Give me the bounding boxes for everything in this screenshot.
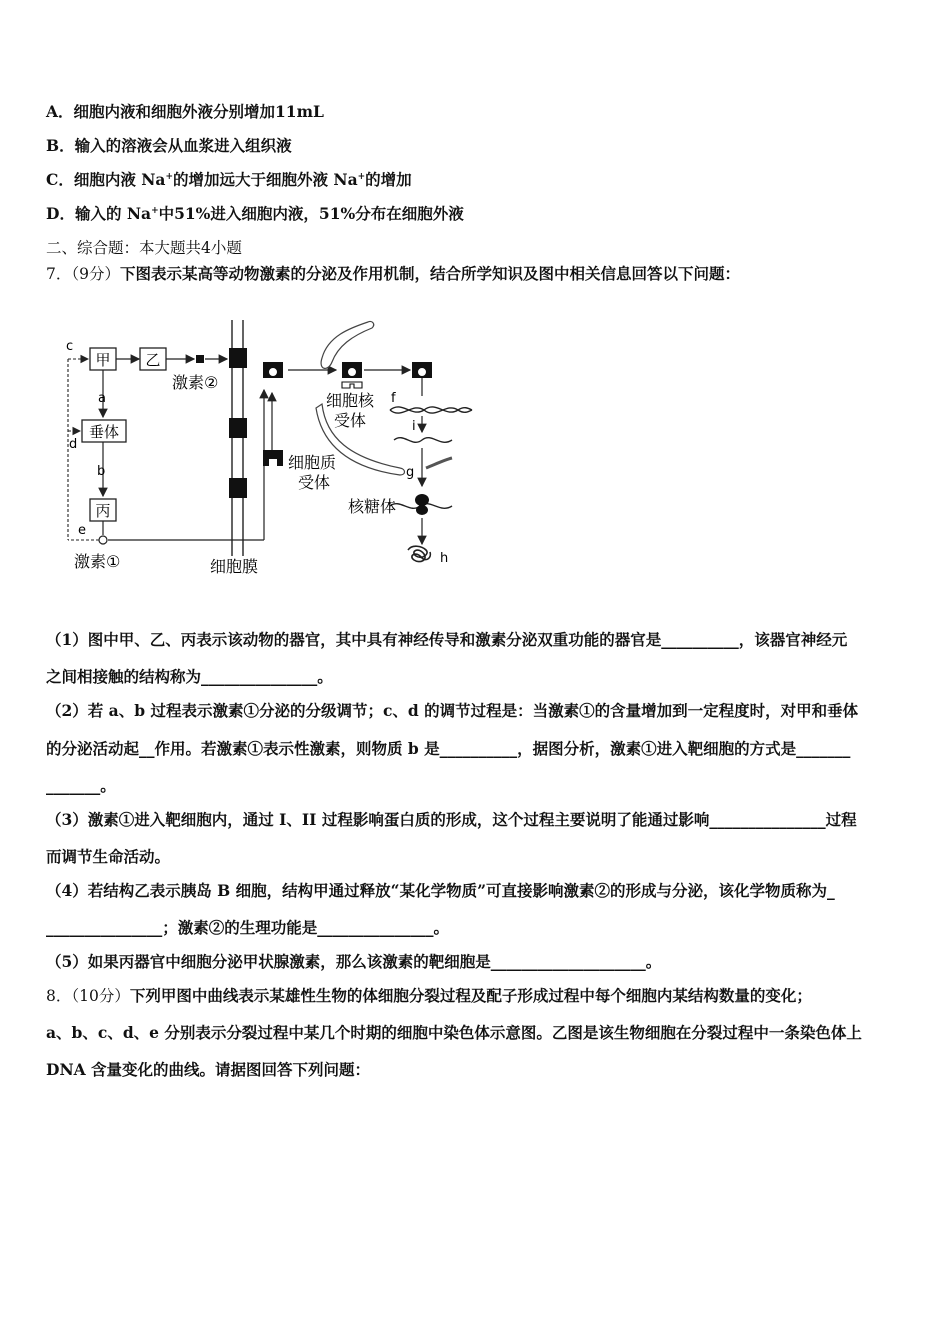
- option-d-pre: D．输入的 Na: [46, 204, 152, 223]
- option-c: [46, 170, 412, 190]
- q7-part4-line2: _______________；激素②的生理功能是_______________。: [46, 918, 450, 937]
- ribosome-label: 核糖体: [348, 497, 397, 516]
- q8-line3: DNA 含量变化的曲线。请据图回答下列问题：: [46, 1060, 371, 1079]
- q8-line1: [46, 986, 812, 1006]
- membrane-receptor: [229, 348, 247, 368]
- ribosome-small-subunit: [415, 494, 429, 506]
- hormone1-label: 激素①: [74, 552, 121, 571]
- q7-part2-line2: 的分泌活动起__作用。若激素①表示性激素，则物质 b 是__________，据图分析，激素①进入靶细胞的方式是_______: [46, 739, 851, 758]
- label-h: h: [440, 551, 449, 566]
- nuclear-pore-fragment: [426, 458, 452, 468]
- q7-part2-line3: _______。: [46, 776, 116, 795]
- label-b: b: [97, 464, 106, 479]
- q7-part1-line2: 之间相接触的结构称为_______________。: [46, 667, 333, 686]
- label-g: g: [406, 465, 415, 480]
- q7-part3-line1: （3）激素①进入靶细胞内，通过 I、II 过程影响蛋白质的形成，这个过程主要说明了能通过影响_______________过程: [46, 810, 857, 829]
- pituitary-label: 垂体: [88, 423, 120, 441]
- option-b: B．输入的溶液会从血浆进入组织液: [46, 136, 292, 155]
- protein-product: [408, 546, 430, 561]
- mrna-in-nucleus: [394, 438, 452, 443]
- option-a: A．细胞内液和细胞外液分别增加11mL: [46, 102, 324, 121]
- q7-part4-line1: （4）若结构乙表示胰岛 B 细胞，结构甲通过释放“某化学物质”可直接影响激素②的形成与分泌，该化学物质称为_: [46, 881, 835, 900]
- label-f: f: [391, 391, 396, 406]
- option-c-mid: 的增加远大于细胞外液 Na: [173, 170, 358, 189]
- q7-part3-line2: 而调节生命活动。: [46, 847, 171, 866]
- section-title: 二、综合题：本大题共4小题: [46, 239, 242, 257]
- organ-bing-label: 丙: [95, 502, 111, 520]
- ribosome-large-subunit: [416, 505, 428, 515]
- organ-yi-label: 乙: [145, 351, 161, 369]
- q7-part5-line1: （5）如果丙器官中细胞分泌甲状腺激素，那么该激素的靶细胞是____________________。: [46, 952, 662, 971]
- q8-number: 8．（10分）: [46, 987, 130, 1005]
- hormone1-molecule: [99, 536, 107, 544]
- hormone-on-dna: [418, 368, 427, 377]
- q7-part2-line1: （2）若 a、b 过程表示激素①分泌的分级调节；c、d 的调节过程是：当激素①的含量增加到一定程度时，对甲和垂体: [46, 701, 859, 720]
- cytoplasmic-receptor-notch: [269, 459, 277, 466]
- option-d: [46, 204, 464, 224]
- cyto-receptor-label-2: 受体: [298, 473, 331, 492]
- organ-jia-label: 甲: [95, 351, 111, 369]
- label-a: a: [98, 391, 106, 406]
- option-c-post: 的增加: [365, 170, 412, 189]
- superscript-plus: +: [357, 171, 366, 182]
- superscript-plus: +: [165, 171, 173, 182]
- label-d: d: [69, 437, 78, 452]
- cyto-receptor-label-1: 细胞质: [288, 453, 337, 472]
- superscript-plus: +: [151, 205, 159, 216]
- hormone-mechanism-figure: [60, 318, 490, 583]
- label-c: c: [66, 339, 74, 354]
- q7-number: 7．（9分）: [46, 265, 120, 283]
- q7-stem: [46, 264, 740, 284]
- hormone-in-complex: [269, 368, 278, 377]
- hormone-in-nuclear-complex: [348, 368, 357, 377]
- hormone2-label: 激素②: [172, 373, 219, 392]
- q8-line2: a、b、c、d、e 分别表示分裂过程中某几个时期的细胞中染色体示意图。乙图是该生物细胞在分裂过程中一条染色体上: [46, 1023, 862, 1042]
- option-d-post: 中51%进入细胞内液，51%分布在细胞外液: [158, 204, 464, 223]
- membrane-label: 细胞膜: [210, 557, 259, 576]
- membrane-receptor: [229, 418, 247, 438]
- label-i: i: [412, 419, 416, 434]
- nuclear-receptor-label-2: 受体: [334, 411, 367, 430]
- q7-part1-line1: （1）图中甲、乙、丙表示该动物的器官，其中具有神经传导和激素分泌双重功能的器官是__________，该器官神经元: [46, 630, 848, 649]
- label-e: e: [78, 523, 86, 538]
- membrane-receptor: [229, 478, 247, 498]
- nuclear-receptor-label-1: 细胞核: [326, 391, 375, 410]
- nuclear-receptor: [342, 382, 362, 388]
- option-c-pre: C．细胞内液 Na: [46, 170, 166, 189]
- q7-stem-text: 下图表示某高等动物激素的分泌及作用机制，结合所学知识及图中相关信息回答以下问题：: [119, 264, 740, 283]
- q8-line1-text: 下列甲图中曲线表示某雄性生物的体细胞分裂过程及配子形成过程中每个细胞内某结构数量的变化；: [129, 986, 812, 1005]
- hormone2-molecule: [196, 355, 204, 363]
- nuclear-envelope-top: [321, 321, 374, 368]
